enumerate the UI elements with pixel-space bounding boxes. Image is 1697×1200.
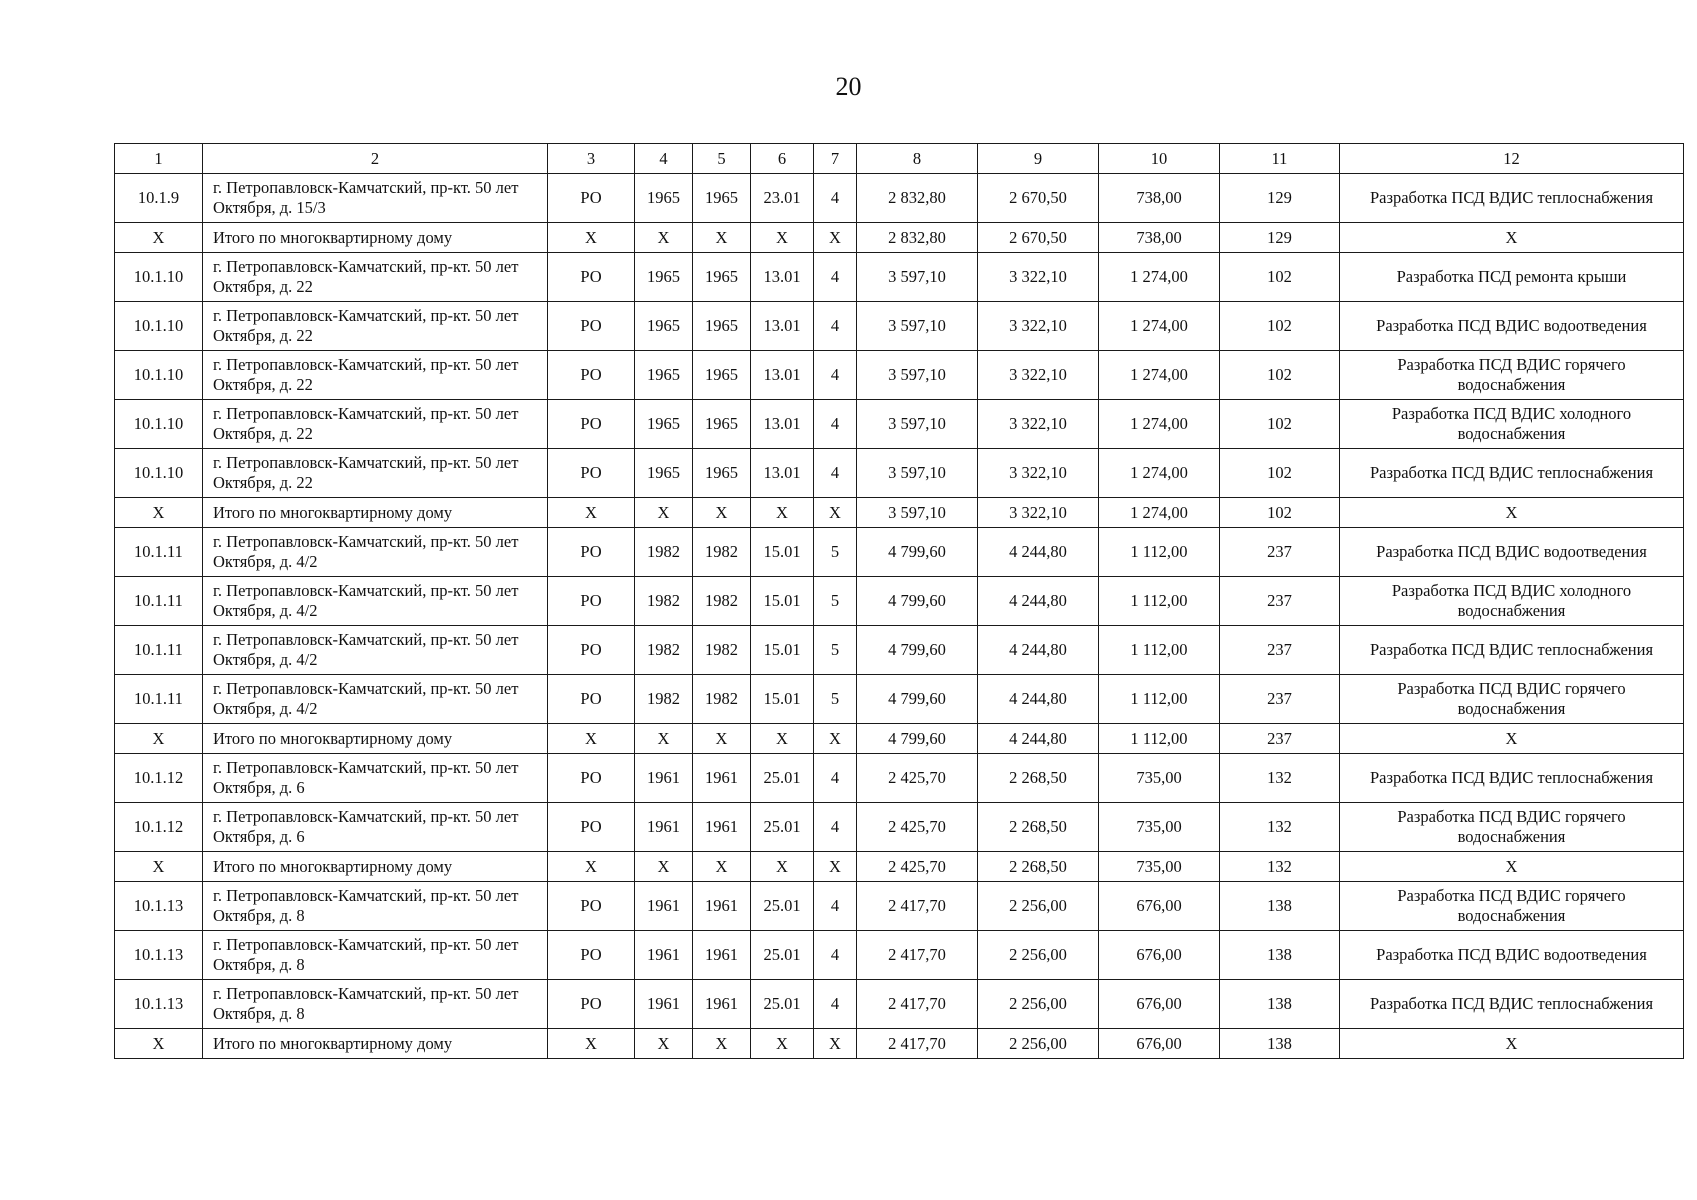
item-number-cell: Х [115, 1029, 203, 1059]
table-row [115, 302, 1684, 351]
residential-area-cell: 2 670,50 [978, 223, 1099, 253]
page-number: 20 [835, 72, 862, 101]
roof-area-cell: 1 112,00 [1099, 528, 1220, 577]
roof-area-cell: 738,00 [1099, 174, 1220, 223]
total-area-cell: 4 799,60 [857, 724, 978, 754]
total-area-cell: 2 417,70 [857, 1029, 978, 1059]
address-cell: Итого по многоквартирному дому [203, 223, 548, 253]
year-commissioned-cell: 1965 [693, 351, 751, 400]
work-type-cell: Разработка ПСД ВДИС горячего водоснабжения [1340, 882, 1684, 931]
address-cell: г. Петропавловск-Камчатский, пр-кт. 50 лет Октября, д. 22 [203, 302, 548, 351]
floors-cell: Х [814, 498, 857, 528]
year-built-cell: 1965 [635, 351, 693, 400]
residents-cell: 138 [1220, 980, 1340, 1029]
item-number-cell: Х [115, 852, 203, 882]
address-cell: г. Петропавловск-Камчатский, пр-кт. 50 лет Октября, д. 6 [203, 803, 548, 852]
total-area-cell: 2 417,70 [857, 931, 978, 980]
floors-cell: 4 [814, 754, 857, 803]
floors-cell: Х [814, 223, 857, 253]
owner-type-cell: Х [548, 223, 635, 253]
item-number-cell: 10.1.10 [115, 302, 203, 351]
building-total-row [115, 1029, 1684, 1059]
owner-type-cell: РО [548, 400, 635, 449]
floors-cell: 4 [814, 449, 857, 498]
residents-cell: 102 [1220, 449, 1340, 498]
year-commissioned-cell: 1965 [693, 400, 751, 449]
address-cell: г. Петропавловск-Камчатский, пр-кт. 50 лет Октября, д. 15/3 [203, 174, 548, 223]
table-row [115, 803, 1684, 852]
floors-cell: Х [814, 1029, 857, 1059]
column-number-cell: 10 [1099, 144, 1220, 174]
residential-area-cell: 4 244,80 [978, 528, 1099, 577]
column-number-cell: 6 [751, 144, 814, 174]
residents-cell: 237 [1220, 577, 1340, 626]
roof-area-cell: 676,00 [1099, 931, 1220, 980]
year-commissioned-cell: 1982 [693, 626, 751, 675]
work-type-cell: Разработка ПСД ВДИС теплоснабжения [1340, 980, 1684, 1029]
roof-area-cell: 1 112,00 [1099, 626, 1220, 675]
wall-material-cell: 13.01 [751, 302, 814, 351]
residents-cell: 132 [1220, 803, 1340, 852]
work-type-cell: Х [1340, 1029, 1684, 1059]
residential-area-cell: 3 322,10 [978, 351, 1099, 400]
floors-cell: 4 [814, 931, 857, 980]
wall-material-cell: 15.01 [751, 675, 814, 724]
address-cell: г. Петропавловск-Камчатский, пр-кт. 50 лет Октября, д. 4/2 [203, 528, 548, 577]
year-commissioned-cell: Х [693, 724, 751, 754]
item-number-cell: 10.1.10 [115, 351, 203, 400]
residents-cell: 138 [1220, 882, 1340, 931]
table-row [115, 754, 1684, 803]
year-built-cell: Х [635, 223, 693, 253]
residential-area-cell: 2 256,00 [978, 1029, 1099, 1059]
wall-material-cell: 15.01 [751, 577, 814, 626]
year-built-cell: 1982 [635, 626, 693, 675]
column-number-cell: 5 [693, 144, 751, 174]
owner-type-cell: РО [548, 302, 635, 351]
owner-type-cell: РО [548, 931, 635, 980]
address-cell: г. Петропавловск-Камчатский, пр-кт. 50 лет Октября, д. 22 [203, 351, 548, 400]
year-commissioned-cell: Х [693, 852, 751, 882]
floors-cell: 4 [814, 174, 857, 223]
residents-cell: 129 [1220, 223, 1340, 253]
item-number-cell: Х [115, 498, 203, 528]
owner-type-cell: РО [548, 675, 635, 724]
residents-cell: 237 [1220, 675, 1340, 724]
work-type-cell: Разработка ПСД ремонта крыши [1340, 253, 1684, 302]
residents-cell: 102 [1220, 351, 1340, 400]
floors-cell: 4 [814, 400, 857, 449]
year-built-cell: 1961 [635, 882, 693, 931]
owner-type-cell: РО [548, 528, 635, 577]
wall-material-cell: Х [751, 724, 814, 754]
wall-material-cell: 15.01 [751, 626, 814, 675]
column-number-cell: 9 [978, 144, 1099, 174]
residential-area-cell: 2 268,50 [978, 803, 1099, 852]
residential-area-cell: 3 322,10 [978, 449, 1099, 498]
owner-type-cell: РО [548, 577, 635, 626]
year-built-cell: Х [635, 852, 693, 882]
owner-type-cell: РО [548, 882, 635, 931]
year-built-cell: 1965 [635, 253, 693, 302]
year-built-cell: Х [635, 724, 693, 754]
residential-area-cell: 2 256,00 [978, 882, 1099, 931]
wall-material-cell: 25.01 [751, 803, 814, 852]
item-number-cell: 10.1.11 [115, 675, 203, 724]
owner-type-cell: РО [548, 980, 635, 1029]
address-cell: г. Петропавловск-Камчатский, пр-кт. 50 лет Октября, д. 8 [203, 931, 548, 980]
address-cell: г. Петропавловск-Камчатский, пр-кт. 50 лет Октября, д. 22 [203, 400, 548, 449]
year-built-cell: 1961 [635, 931, 693, 980]
total-area-cell: 3 597,10 [857, 302, 978, 351]
table-row [115, 577, 1684, 626]
item-number-cell: 10.1.10 [115, 400, 203, 449]
residential-area-cell: 4 244,80 [978, 675, 1099, 724]
work-type-cell: Разработка ПСД ВДИС водоотведения [1340, 528, 1684, 577]
floors-cell: Х [814, 724, 857, 754]
floors-cell: 5 [814, 528, 857, 577]
column-number-cell: 11 [1220, 144, 1340, 174]
item-number-cell: Х [115, 223, 203, 253]
wall-material-cell: Х [751, 223, 814, 253]
item-number-cell: 10.1.11 [115, 626, 203, 675]
residents-cell: 102 [1220, 498, 1340, 528]
wall-material-cell: 23.01 [751, 174, 814, 223]
roof-area-cell: 676,00 [1099, 980, 1220, 1029]
owner-type-cell: Х [548, 1029, 635, 1059]
total-area-cell: 4 799,60 [857, 675, 978, 724]
building-total-row [115, 724, 1684, 754]
floors-cell: 4 [814, 253, 857, 302]
total-area-cell: 4 799,60 [857, 626, 978, 675]
roof-area-cell: 735,00 [1099, 852, 1220, 882]
work-type-cell: Разработка ПСД ВДИС водоотведения [1340, 302, 1684, 351]
column-number-cell: 2 [203, 144, 548, 174]
building-total-row [115, 498, 1684, 528]
year-commissioned-cell: 1961 [693, 882, 751, 931]
table-row [115, 449, 1684, 498]
residents-cell: 102 [1220, 302, 1340, 351]
year-commissioned-cell: 1961 [693, 754, 751, 803]
residential-area-cell: 2 256,00 [978, 980, 1099, 1029]
work-type-cell: Разработка ПСД ВДИС теплоснабжения [1340, 626, 1684, 675]
item-number-cell: 10.1.13 [115, 882, 203, 931]
residential-area-cell: 2 670,50 [978, 174, 1099, 223]
total-area-cell: 2 425,70 [857, 754, 978, 803]
roof-area-cell: 735,00 [1099, 754, 1220, 803]
year-built-cell: 1961 [635, 980, 693, 1029]
year-commissioned-cell: 1965 [693, 302, 751, 351]
residential-area-cell: 3 322,10 [978, 498, 1099, 528]
owner-type-cell: РО [548, 626, 635, 675]
residents-cell: 102 [1220, 253, 1340, 302]
item-number-cell: 10.1.10 [115, 449, 203, 498]
year-commissioned-cell: 1961 [693, 803, 751, 852]
wall-material-cell: Х [751, 852, 814, 882]
owner-type-cell: РО [548, 754, 635, 803]
wall-material-cell: 15.01 [751, 528, 814, 577]
owner-type-cell: РО [548, 449, 635, 498]
year-commissioned-cell: 1965 [693, 253, 751, 302]
total-area-cell: 2 425,70 [857, 803, 978, 852]
roof-area-cell: 1 112,00 [1099, 675, 1220, 724]
work-type-cell: Разработка ПСД ВДИС холодного водоснабжения [1340, 400, 1684, 449]
year-built-cell: 1965 [635, 449, 693, 498]
table-row [115, 931, 1684, 980]
year-commissioned-cell: 1965 [693, 449, 751, 498]
roof-area-cell: 1 274,00 [1099, 302, 1220, 351]
residential-area-cell: 4 244,80 [978, 724, 1099, 754]
owner-type-cell: РО [548, 174, 635, 223]
year-built-cell: 1965 [635, 174, 693, 223]
work-type-cell: Разработка ПСД ВДИС теплоснабжения [1340, 174, 1684, 223]
roof-area-cell: 1 112,00 [1099, 724, 1220, 754]
year-built-cell: 1965 [635, 400, 693, 449]
item-number-cell: 10.1.12 [115, 754, 203, 803]
residential-area-cell: 4 244,80 [978, 577, 1099, 626]
floors-cell: 5 [814, 626, 857, 675]
wall-material-cell: 25.01 [751, 882, 814, 931]
column-number-cell: 7 [814, 144, 857, 174]
work-type-cell: Х [1340, 223, 1684, 253]
total-area-cell: 3 597,10 [857, 498, 978, 528]
work-type-cell: Х [1340, 498, 1684, 528]
wall-material-cell: 13.01 [751, 400, 814, 449]
total-area-cell: 3 597,10 [857, 253, 978, 302]
year-commissioned-cell: 1965 [693, 174, 751, 223]
column-number-cell: 8 [857, 144, 978, 174]
column-number-cell: 12 [1340, 144, 1684, 174]
owner-type-cell: Х [548, 498, 635, 528]
column-number-row [115, 144, 1684, 174]
residential-area-cell: 3 322,10 [978, 400, 1099, 449]
address-cell: г. Петропавловск-Камчатский, пр-кт. 50 лет Октября, д. 6 [203, 754, 548, 803]
item-number-cell: 10.1.13 [115, 931, 203, 980]
registry-table [114, 143, 1684, 1059]
address-cell: г. Петропавловск-Камчатский, пр-кт. 50 лет Октября, д. 4/2 [203, 675, 548, 724]
residential-area-cell: 3 322,10 [978, 302, 1099, 351]
residents-cell: 132 [1220, 754, 1340, 803]
total-area-cell: 4 799,60 [857, 528, 978, 577]
floors-cell: 4 [814, 351, 857, 400]
roof-area-cell: 676,00 [1099, 882, 1220, 931]
address-cell: г. Петропавловск-Камчатский, пр-кт. 50 лет Октября, д. 22 [203, 449, 548, 498]
item-number-cell: Х [115, 724, 203, 754]
building-total-row [115, 852, 1684, 882]
year-commissioned-cell: 1961 [693, 980, 751, 1029]
wall-material-cell: 25.01 [751, 754, 814, 803]
item-number-cell: 10.1.9 [115, 174, 203, 223]
column-number-cell: 4 [635, 144, 693, 174]
year-built-cell: Х [635, 498, 693, 528]
address-cell: Итого по многоквартирному дому [203, 852, 548, 882]
floors-cell: 5 [814, 577, 857, 626]
item-number-cell: 10.1.11 [115, 528, 203, 577]
wall-material-cell: 13.01 [751, 449, 814, 498]
residents-cell: 138 [1220, 1029, 1340, 1059]
floors-cell: 4 [814, 980, 857, 1029]
roof-area-cell: 738,00 [1099, 223, 1220, 253]
owner-type-cell: Х [548, 852, 635, 882]
residents-cell: 138 [1220, 931, 1340, 980]
total-area-cell: 4 799,60 [857, 577, 978, 626]
year-commissioned-cell: Х [693, 498, 751, 528]
wall-material-cell: 25.01 [751, 931, 814, 980]
table-row [115, 675, 1684, 724]
work-type-cell: Х [1340, 724, 1684, 754]
work-type-cell: Х [1340, 852, 1684, 882]
year-built-cell: 1982 [635, 675, 693, 724]
total-area-cell: 3 597,10 [857, 351, 978, 400]
total-area-cell: 2 832,80 [857, 223, 978, 253]
residents-cell: 132 [1220, 852, 1340, 882]
floors-cell: Х [814, 852, 857, 882]
work-type-cell: Разработка ПСД ВДИС горячего водоснабжения [1340, 675, 1684, 724]
item-number-cell: 10.1.11 [115, 577, 203, 626]
roof-area-cell: 1 274,00 [1099, 449, 1220, 498]
table-row [115, 351, 1684, 400]
owner-type-cell: РО [548, 803, 635, 852]
wall-material-cell: Х [751, 1029, 814, 1059]
roof-area-cell: 1 112,00 [1099, 577, 1220, 626]
owner-type-cell: Х [548, 724, 635, 754]
roof-area-cell: 1 274,00 [1099, 400, 1220, 449]
year-built-cell: 1965 [635, 302, 693, 351]
year-commissioned-cell: 1982 [693, 528, 751, 577]
wall-material-cell: 13.01 [751, 351, 814, 400]
address-cell: Итого по многоквартирному дому [203, 498, 548, 528]
year-commissioned-cell: 1982 [693, 675, 751, 724]
year-built-cell: 1982 [635, 528, 693, 577]
total-area-cell: 2 417,70 [857, 980, 978, 1029]
year-built-cell: Х [635, 1029, 693, 1059]
residential-area-cell: 3 322,10 [978, 253, 1099, 302]
owner-type-cell: РО [548, 351, 635, 400]
table-row [115, 626, 1684, 675]
residents-cell: 237 [1220, 724, 1340, 754]
owner-type-cell: РО [548, 253, 635, 302]
address-cell: г. Петропавловск-Камчатский, пр-кт. 50 лет Октября, д. 8 [203, 882, 548, 931]
address-cell: г. Петропавловск-Камчатский, пр-кт. 50 лет Октября, д. 4/2 [203, 577, 548, 626]
table-body [115, 144, 1684, 1059]
item-number-cell: 10.1.12 [115, 803, 203, 852]
total-area-cell: 3 597,10 [857, 449, 978, 498]
column-number-cell: 3 [548, 144, 635, 174]
residential-area-cell: 2 268,50 [978, 852, 1099, 882]
column-number-cell: 1 [115, 144, 203, 174]
table-row [115, 882, 1684, 931]
year-built-cell: 1961 [635, 803, 693, 852]
roof-area-cell: 1 274,00 [1099, 351, 1220, 400]
item-number-cell: 10.1.10 [115, 253, 203, 302]
address-cell: Итого по многоквартирному дому [203, 724, 548, 754]
table-row [115, 980, 1684, 1029]
year-built-cell: 1982 [635, 577, 693, 626]
work-type-cell: Разработка ПСД ВДИС водоотведения [1340, 931, 1684, 980]
work-type-cell: Разработка ПСД ВДИС горячего водоснабжения [1340, 803, 1684, 852]
total-area-cell: 2 425,70 [857, 852, 978, 882]
floors-cell: 4 [814, 882, 857, 931]
work-type-cell: Разработка ПСД ВДИС теплоснабжения [1340, 449, 1684, 498]
year-commissioned-cell: Х [693, 1029, 751, 1059]
address-cell: Итого по многоквартирному дому [203, 1029, 548, 1059]
year-commissioned-cell: 1982 [693, 577, 751, 626]
residents-cell: 129 [1220, 174, 1340, 223]
total-area-cell: 2 832,80 [857, 174, 978, 223]
work-type-cell: Разработка ПСД ВДИС теплоснабжения [1340, 754, 1684, 803]
table-row [115, 174, 1684, 223]
residents-cell: 237 [1220, 528, 1340, 577]
residential-area-cell: 2 256,00 [978, 931, 1099, 980]
address-cell: г. Петропавловск-Камчатский, пр-кт. 50 лет Октября, д. 22 [203, 253, 548, 302]
floors-cell: 5 [814, 675, 857, 724]
work-type-cell: Разработка ПСД ВДИС горячего водоснабжения [1340, 351, 1684, 400]
item-number-cell: 10.1.13 [115, 980, 203, 1029]
table-row [115, 528, 1684, 577]
residents-cell: 237 [1220, 626, 1340, 675]
building-total-row [115, 223, 1684, 253]
work-type-cell: Разработка ПСД ВДИС холодного водоснабжения [1340, 577, 1684, 626]
year-commissioned-cell: 1961 [693, 931, 751, 980]
total-area-cell: 3 597,10 [857, 400, 978, 449]
year-commissioned-cell: Х [693, 223, 751, 253]
total-area-cell: 2 417,70 [857, 882, 978, 931]
roof-area-cell: 1 274,00 [1099, 498, 1220, 528]
wall-material-cell: 25.01 [751, 980, 814, 1029]
floors-cell: 4 [814, 302, 857, 351]
roof-area-cell: 735,00 [1099, 803, 1220, 852]
address-cell: г. Петропавловск-Камчатский, пр-кт. 50 лет Октября, д. 8 [203, 980, 548, 1029]
table-row [115, 400, 1684, 449]
roof-area-cell: 1 274,00 [1099, 253, 1220, 302]
residents-cell: 102 [1220, 400, 1340, 449]
wall-material-cell: Х [751, 498, 814, 528]
floors-cell: 4 [814, 803, 857, 852]
residential-area-cell: 4 244,80 [978, 626, 1099, 675]
wall-material-cell: 13.01 [751, 253, 814, 302]
residential-area-cell: 2 268,50 [978, 754, 1099, 803]
year-built-cell: 1961 [635, 754, 693, 803]
roof-area-cell: 676,00 [1099, 1029, 1220, 1059]
address-cell: г. Петропавловск-Камчатский, пр-кт. 50 лет Октября, д. 4/2 [203, 626, 548, 675]
table-row [115, 253, 1684, 302]
